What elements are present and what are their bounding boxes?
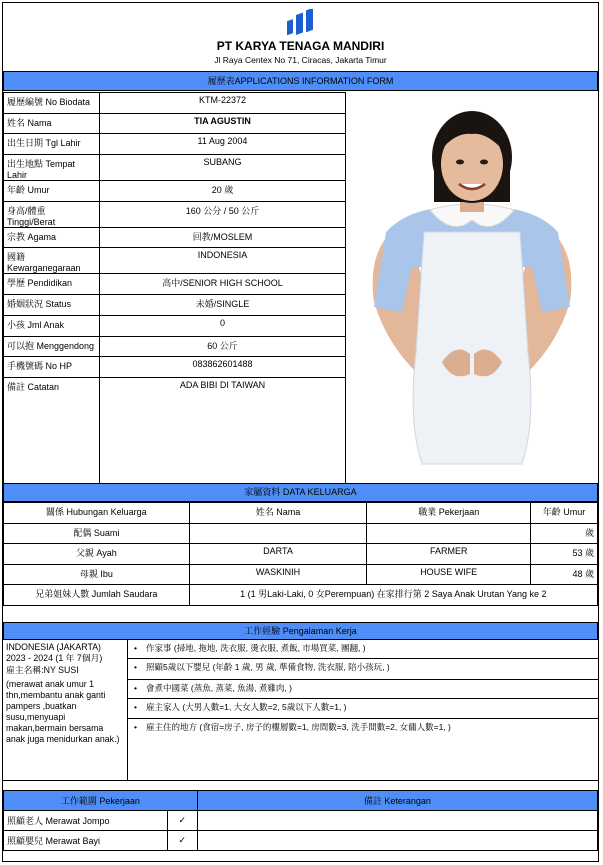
candidate-photo — [345, 92, 598, 472]
family-header-age: 年齡 Umur — [531, 503, 598, 524]
family-header-job: 職業 Pekerjaan — [367, 503, 531, 524]
bio-row — [4, 357, 346, 378]
bio-label: 姓名 Nama — [4, 113, 100, 134]
bio-value: INDONESIA — [100, 248, 346, 274]
scope-row — [4, 831, 598, 851]
bio-row — [4, 274, 346, 295]
bio-row — [4, 295, 346, 316]
family-title: 家屬資料 DATA KELUARGA — [3, 483, 598, 502]
scope-label: 照顧嬰兒 Merawat Bayi — [4, 831, 168, 851]
bio-label: 可以抱 Menggendong — [4, 336, 100, 357]
work-summary-line: (merawat anak umur 1 thn,membantu anak ganti pampers ,buatkan susu,menyuapi makan,bermain bersama anak juga menidurkan anak.) — [6, 679, 120, 744]
bio-label: 身高/體重 Tinggi/Berat — [4, 201, 100, 227]
scope-table — [3, 790, 598, 851]
family-header-name: 姓名 Nama — [189, 503, 367, 524]
family-age: 53 歲 — [531, 544, 598, 565]
bio-row — [4, 377, 346, 494]
family-row — [4, 523, 598, 544]
bio-value: 未婚/SINGLE — [100, 295, 346, 316]
bio-row — [4, 113, 346, 134]
work-summary-line: 雇主名稱:NY SUSI — [6, 665, 79, 675]
scope-header-row — [4, 791, 598, 811]
bio-value: TIA AGUSTIN — [100, 113, 346, 134]
bio-row — [4, 201, 346, 227]
work-duty-text: 照顧5歲以下嬰兒 (年齡 1 歲, 男 歲, 準備食物, 洗衣服, 陪小孩玩, ) — [146, 662, 390, 672]
scope-remark — [197, 811, 597, 831]
family-header-relation: 關係 Hubungan Keluarga — [4, 503, 190, 524]
check-icon: ✓ — [167, 811, 197, 831]
family-row — [4, 544, 598, 565]
bullet-icon: • — [134, 683, 137, 693]
work-duties — [127, 640, 598, 780]
family-job — [367, 523, 531, 544]
scope-label: 照顧老人 Merawat Jompo — [4, 811, 168, 831]
scope-remark — [197, 831, 597, 851]
work-bottom-divider — [3, 780, 598, 781]
bio-row — [4, 155, 346, 181]
bio-row — [4, 248, 346, 274]
candidate-photo-image — [346, 92, 598, 472]
bio-label: 出生地點 Tempat Lahir — [4, 155, 100, 181]
work-duty-text: 會煮中國菜 (蒸魚, 蒸菜, 魚湯, 煮雞肉, ) — [146, 683, 292, 693]
family-age: 48 歲 — [531, 564, 598, 585]
bio-value: 60 公斤 — [100, 336, 346, 357]
family-table — [3, 502, 598, 606]
bio-value: 0 — [100, 315, 346, 336]
work-title: 工作經驗 Pengalaman Kerja — [3, 622, 598, 640]
bio-value: 回教/MOSLEM — [100, 227, 346, 248]
scope-row — [4, 811, 598, 831]
bio-row — [4, 93, 346, 114]
bio-label: 備註 Catatan — [4, 377, 100, 494]
family-header-row — [4, 503, 598, 524]
siblings-value: 1 (1 男Laki-Laki, 0 女Perempuan) 在家排行第 2 Saya Anak Urutan Yang ke 2 — [189, 585, 597, 606]
family-relation: 母親 Ibu — [4, 564, 190, 585]
family-relation: 配偶 Suami — [4, 523, 190, 544]
bio-value: 20 歲 — [100, 181, 346, 202]
biodata-form — [2, 2, 599, 862]
bio-value: 083862601488 — [100, 357, 346, 378]
work-duty-item — [128, 640, 598, 659]
bullet-icon: • — [134, 643, 137, 653]
bio-label: 國籍 Kewarganegaraan — [4, 248, 100, 274]
bio-label: 婚姻狀況 Status — [4, 295, 100, 316]
remark-title: 備註 Keterangan — [197, 791, 597, 811]
bio-row — [4, 315, 346, 336]
bio-label: 履歷編號 No Biodata — [4, 93, 100, 114]
work-summary-line: INDONESIA (JAKARTA) — [6, 642, 101, 652]
bio-label: 手機號碼 No HP — [4, 357, 100, 378]
bio-value: 11 Aug 2004 — [100, 134, 346, 155]
bio-row — [4, 134, 346, 155]
siblings-label: 兄弟姐妹人數 Jumlah Saudara — [4, 585, 190, 606]
company-logo-icon — [285, 9, 317, 35]
scope-title: 工作範圍 Pekerjaan — [4, 791, 198, 811]
work-duty-item — [128, 719, 598, 778]
header — [3, 3, 598, 69]
work-duty-text: 作家事 (掃地, 拖地, 洗衣服, 燙衣服, 煮飯, 市場買菜, 團翻, ) — [146, 643, 366, 653]
family-age: 歲 — [531, 523, 598, 544]
bio-label: 學歷 Pendidikan — [4, 274, 100, 295]
bio-value: 160 公分 / 50 公斤 — [100, 201, 346, 227]
bio-label: 宗教 Agama — [4, 227, 100, 248]
bio-table — [3, 92, 346, 495]
bullet-icon: • — [134, 662, 137, 672]
work-duty-item — [128, 680, 598, 699]
family-name — [189, 523, 367, 544]
family-name: WASKINIH — [189, 564, 367, 585]
bio-value: KTM-22372 — [100, 93, 346, 114]
family-job: FARMER — [367, 544, 531, 565]
bio-value: SUBANG — [100, 155, 346, 181]
work-duty-text: 雇主住的地方 (食宿=房子, 房子的樓層數=1, 房間數=3, 洗手間數=2, 女傭人數=1, ) — [146, 722, 451, 732]
company-name: PT KARYA TENAGA MANDIRI — [216, 39, 385, 53]
bio-label: 年齡 Umur — [4, 181, 100, 202]
bullet-icon: • — [134, 702, 137, 712]
work-duty-text: 雇主家人 (大男人數=1, 大女人數=2, 5歲以下人數=1, ) — [146, 702, 347, 712]
bio-label: 出生日期 Tgl Lahir — [4, 134, 100, 155]
company-address: Jl Raya Centex No 71, Ciracas, Jakarta Timur — [214, 55, 387, 65]
bio-label: 小孩 Jml Anak — [4, 315, 100, 336]
work-duty-item — [128, 659, 598, 680]
bio-value: 高中/SENIOR HIGH SCHOOL — [100, 274, 346, 295]
work-duty-item — [128, 699, 598, 719]
family-job: HOUSE WIFE — [367, 564, 531, 585]
family-name: DARTA — [189, 544, 367, 565]
work-summary-line: 2023 - 2024 (1 年 7個月) — [6, 653, 103, 663]
check-icon: ✓ — [167, 831, 197, 851]
bio-row — [4, 181, 346, 202]
siblings-row — [4, 585, 598, 606]
bio-row — [4, 336, 346, 357]
work-summary — [3, 640, 128, 780]
bio-row — [4, 227, 346, 248]
bio-value: ADA BIBI DI TAIWAN — [100, 377, 346, 494]
bullet-icon: • — [134, 722, 137, 732]
form-title: 履歷表APPLICATIONS INFORMATION FORM — [3, 71, 598, 91]
family-row — [4, 564, 598, 585]
family-relation: 父親 Ayah — [4, 544, 190, 565]
